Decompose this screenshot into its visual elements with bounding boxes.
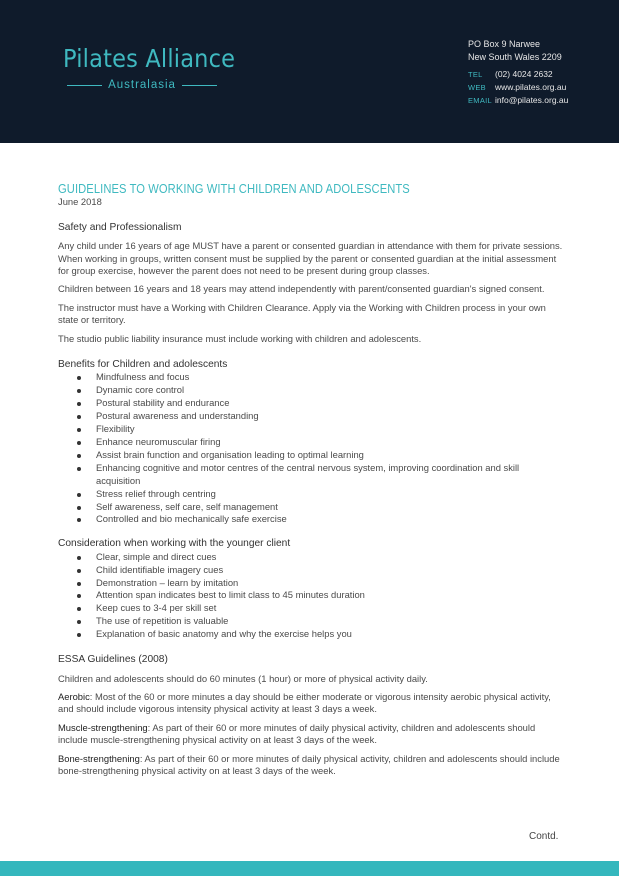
contact-value: www.pilates.org.au (495, 82, 567, 92)
entry-label: Muscle-strengthening (58, 721, 148, 733)
section-heading-benefits: Benefits for Children and adolescents (58, 359, 228, 371)
section-heading-consideration: Consideration when working with the younger client (58, 538, 291, 550)
contact-row-email (468, 94, 568, 107)
paragraph: Any child under 16 years of age MUST have a parent or consented guardian in attendance with them for private sessions. When working in groups, written consent must be supplied by the parent or consented guardian at the initial assessment for group exercise, however the parent does not need to be present during group classes. (58, 240, 563, 277)
address-line: New South Wales 2209 (468, 52, 562, 62)
list-item: Stress relief through centring (58, 488, 564, 501)
list-item: Clear, simple and direct cues (58, 551, 564, 564)
section-heading-safety: Safety and Professionalism (58, 221, 182, 233)
contact-label: WEB (468, 83, 486, 92)
list-item: Enhancing cognitive and motor centres of the central nervous system, improving coordination and skill acquisition (58, 462, 564, 488)
essa-entry-muscle (58, 722, 564, 747)
logo-rule-right (182, 85, 217, 86)
contact-value: info@pilates.org.au (495, 95, 569, 105)
paragraph: The studio public liability insurance must include working with children and adolescents. (58, 332, 422, 344)
list-item: Self awareness, self care, self management (58, 501, 564, 514)
paragraph: Children between 16 years and 18 years may attend independently with parent/consented guardian's signed consent. (58, 283, 545, 295)
list-item: Child identifiable imagery cues (58, 564, 564, 577)
paragraph: Children and adolescents should do 60 minutes (1 hour) or more of physical activity daily. (58, 672, 428, 684)
list-item: Attention span indicates best to limit class to 45 minutes duration (58, 589, 564, 602)
contact-label: TEL (468, 70, 483, 79)
entry-label: Bone-strengthening (58, 752, 140, 764)
continued-note: Contd. (529, 831, 559, 842)
document-date: June 2018 (58, 196, 102, 208)
essa-entry-aerobic (58, 691, 564, 716)
paragraph: The instructor must have a Working with Children Clearance. Apply via the Working with Children process in your own state or territory. (58, 301, 546, 326)
entry-text: : Most of the 60 or more minutes a day should be either moderate or vigorous intensity aerobic physical activity, and should include vigorous intensity physical activity at least 3 days a week. (58, 690, 551, 715)
contact-label: EMAIL (468, 96, 493, 105)
list-item: Flexibility (58, 423, 564, 436)
document-body (58, 183, 564, 777)
list-item: Keep cues to 3-4 per skill set (58, 602, 564, 615)
list-item: The use of repetition is valuable (58, 615, 564, 628)
list-item: Mindfulness and focus (58, 371, 564, 384)
list-item: Postural awareness and understanding (58, 410, 564, 423)
contact-value: (02) 4024 2632 (495, 69, 553, 79)
consideration-list (58, 551, 564, 641)
postal-address (468, 38, 562, 64)
contact-details (468, 68, 568, 107)
essa-entry-bone (58, 753, 564, 778)
list-item: Dynamic core control (58, 384, 564, 397)
section-heading-essa: ESSA Guidelines (2008) (58, 654, 168, 666)
document-title: GUIDELINES TO WORKING WITH CHILDREN AND ADOLESCENTS (58, 181, 410, 196)
benefits-list (58, 371, 564, 526)
address-line: PO Box 9 Narwee (468, 39, 541, 49)
list-item: Enhance neuromuscular firing (58, 436, 564, 449)
list-item: Postural stability and endurance (58, 397, 564, 410)
letterhead (0, 0, 619, 143)
entry-text: : As part of their 60 or more minutes of daily physical activity, children and adolescents should include muscle-strengthening physical activity on at least 3 days of the week. (58, 721, 536, 746)
list-item: Assist brain function and organisation leading to optimal learning (58, 449, 564, 462)
logo-subtitle (67, 78, 217, 92)
entry-label: Aerobic (58, 690, 90, 702)
list-item: Controlled and bio mechanically safe exercise (58, 513, 564, 526)
logo-rule-left (67, 85, 102, 86)
list-item: Explanation of basic anatomy and why the exercise helps you (58, 628, 564, 641)
footer-bar (0, 861, 619, 876)
logo-subtitle-text: Australasia (108, 79, 176, 91)
list-item: Demonstration – learn by imitation (58, 577, 564, 590)
contact-row-web (468, 81, 568, 94)
logo-title: Pilates Alliance (63, 44, 236, 73)
entry-text: : As part of their 60 or more minutes of daily physical activity, children and adolescents should include bone-strengthening physical activity on at least 3 days of the week. (58, 752, 560, 776)
contact-row-tel (468, 68, 568, 81)
